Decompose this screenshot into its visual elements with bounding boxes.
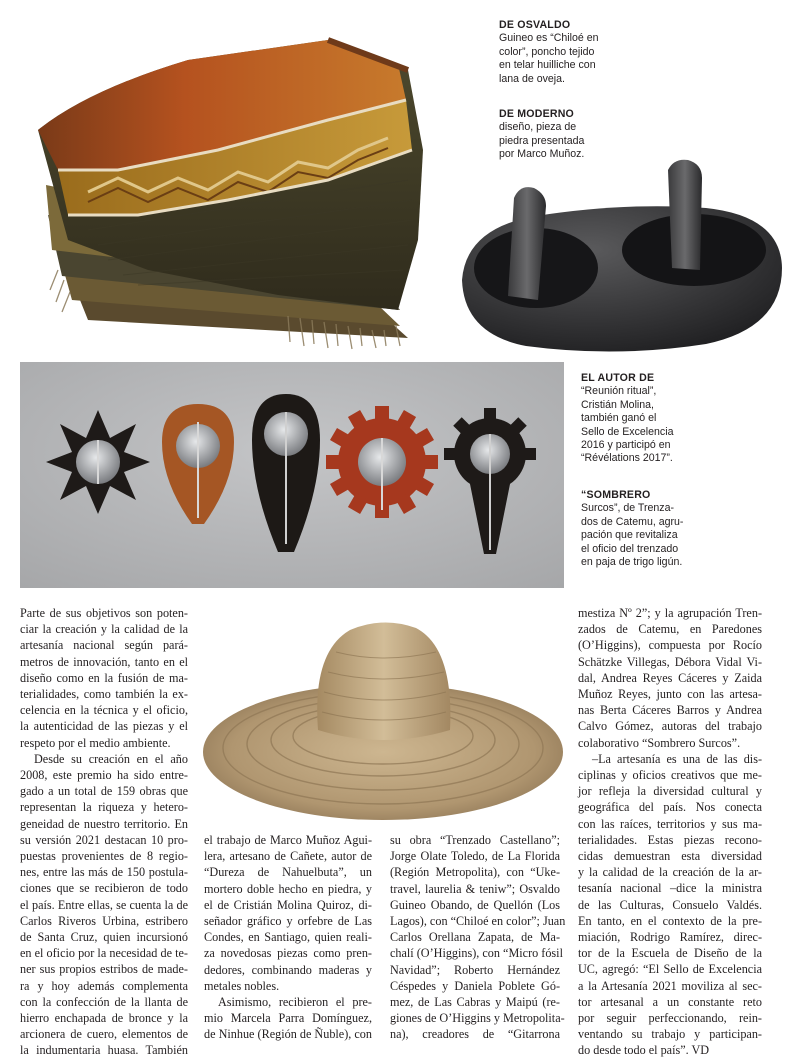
caption-line: Guineo es “Chiloé en <box>499 32 599 45</box>
text-line: terialidades, como también la ex- <box>20 687 188 702</box>
text-line: mez, de Las Cabras y Maipú (re- <box>390 995 560 1010</box>
text-line: con la confección de la llanta de <box>20 994 188 1009</box>
caption-line: en paja de trigo ligún. <box>581 556 683 569</box>
caption-autor <box>581 372 721 466</box>
text-line: UC, agregó: “El Sello de Excelencia <box>578 962 762 977</box>
text-line: na), creadores de “Gitarrona <box>390 1027 560 1042</box>
text-line: geneidad de nuestro territorio. En <box>20 816 188 831</box>
text-line: Schätzke Villegas, Débora Vidal Vi- <box>578 654 762 669</box>
text-line: dedores, combinando maderas y <box>204 962 372 977</box>
article-column-2 <box>204 832 372 1043</box>
text-line: el país. Entre ellas, se cuenta la de <box>20 897 188 912</box>
text-line: a la Artesanía 2021 moviliza al sec- <box>578 978 762 993</box>
text-line: Jorge Olate Toledo, de La Florida <box>390 849 560 864</box>
poncho-photo <box>28 20 468 350</box>
text-line: ventando su trabajo y participan- <box>578 1027 762 1042</box>
brooches-photo <box>20 362 564 588</box>
text-line: –La artesanía es una de las dis- <box>592 751 762 766</box>
caption-moderno-heading: DE MODERNO <box>499 108 574 120</box>
text-line: 2008, este premio ha sido entre- <box>20 768 188 783</box>
text-line: metros de innovación, tanto en el <box>20 654 188 669</box>
caption-line: en telar huilliche con <box>499 59 596 72</box>
text-line: de las Culturas, Consuelo Valdés. <box>578 897 762 912</box>
text-line: artesanía nacional según pará- <box>20 638 188 653</box>
caption-line: Sello de Excelencia <box>581 425 674 438</box>
caption-line: Surcos”, de Trenza- <box>581 502 675 515</box>
caption-line: piedra presentada <box>499 134 585 147</box>
text-line: “Dureza de Nahuelbuta”, un <box>204 865 372 880</box>
text-line: tesanía nacional –dice la ministra <box>578 881 762 896</box>
text-line: arcionera de cuero, elementos de <box>20 1027 188 1042</box>
caption-line: “Reunión ritual”, <box>581 385 657 398</box>
text-line: Muñoz Reyes, junto con las artesa- <box>578 687 762 702</box>
text-line: el trabajo de Marco Muñoz Agui- <box>204 833 372 847</box>
mortar-illustration <box>456 158 786 358</box>
text-line: colaborativo “Sombrero Surcos”. <box>578 735 741 750</box>
text-line: Condes, en Santiago, quien reali- <box>204 930 372 945</box>
article-column-4 <box>578 605 762 1059</box>
text-line: dal, Andrea Reyes Cáceres y Zaida <box>578 670 762 685</box>
caption-sombrero <box>581 489 721 569</box>
text-line: cidas demuestran esta diversidad <box>578 849 762 864</box>
text-line: ciones que se recibieron de todo <box>20 881 188 896</box>
text-line: su versión 2021 destacan 10 pro- <box>20 832 188 847</box>
text-line: do desde todo el país”. VD <box>578 1043 710 1058</box>
text-line: En tanto, en el contexto de la pre- <box>578 913 762 928</box>
caption-osvaldo-heading: DE OSVALDO <box>499 19 571 31</box>
text-line: diseño como en la fusión de ma- <box>20 670 188 685</box>
caption-line: dos de Catemu, agru- <box>581 515 684 528</box>
text-line: señador gráfico y orfebre de Las <box>204 914 372 929</box>
caption-osvaldo <box>499 19 619 86</box>
caption-line: por Marco Muñoz. <box>499 148 585 161</box>
text-line: geográfica del país. Nos conecta <box>578 800 762 815</box>
text-line: Guineo Obando, de Quellón (Los <box>390 897 560 912</box>
text-line: Asimismo, recibieron el pre- <box>218 995 372 1010</box>
brooches-illustration <box>20 362 564 588</box>
text-line: (O’Higgins), compuesta por Rocío <box>578 638 762 653</box>
text-line: tor artesanal a un constante reto <box>578 994 762 1009</box>
text-line: puestas provenientes de 8 regio- <box>20 849 188 864</box>
caption-line: color”, poncho tejido <box>499 45 595 58</box>
text-line: terialidades. Estas piezas recono- <box>578 832 762 847</box>
text-line: representan la riqueza y hetero- <box>20 800 188 815</box>
hat-illustration <box>200 612 566 830</box>
text-line: tor de la Escuela de Diseño de la <box>578 946 762 961</box>
caption-line: pación que revitaliza <box>581 529 678 542</box>
text-line: nas Berta Cáceres Barros y Andrea <box>578 703 762 718</box>
text-line: miación, Rodrigo Ramírez, direc- <box>578 930 762 945</box>
caption-line: Cristián Molina, <box>581 398 655 411</box>
text-line: metales nobles. <box>204 978 280 993</box>
caption-moderno <box>499 108 619 162</box>
text-line: y la calidad de la creación de la ar- <box>578 865 762 880</box>
caption-line: lana de oveja. <box>499 72 565 85</box>
mortar-photo <box>456 158 786 358</box>
text-line: mortero doble hecho en piedra, y <box>204 881 372 896</box>
text-line: ra y hoy además complementa <box>20 978 188 993</box>
text-line: travel, laurelia & teniw”; Osvaldo <box>390 881 560 896</box>
text-line: zados de Catemu, en Paredones <box>578 622 762 637</box>
text-line: Parte de sus objetivos son poten- <box>20 606 188 620</box>
text-line: Céspedes y Daniela Poblete Gó- <box>390 978 560 993</box>
text-line: Desde su creación en el año <box>34 751 188 766</box>
text-line: el de Cristián Molina Quiroz, di- <box>204 897 372 912</box>
text-line: chalí (O’Higgins), con “Micro fósil <box>390 946 563 961</box>
text-line: Lagos), con “Chiloé en color”; Juan <box>390 914 566 929</box>
text-line: ner sus propios estribos de made- <box>20 962 188 977</box>
text-line: ciar la creación y la calidad de la <box>20 622 188 637</box>
text-line: Carlos Orellana Zapata, de Ma- <box>390 930 560 945</box>
text-line: con las raíces, territorios y sus ma- <box>578 816 762 831</box>
hat-photo <box>200 612 566 830</box>
text-line: Carlos Riveros Urbina, estribero <box>20 913 188 928</box>
text-line: jor refleja la diversidad cultural y <box>578 784 762 799</box>
caption-line: diseño, pieza de <box>499 121 577 134</box>
text-line: su obra “Trenzado Castellano”; <box>390 833 560 847</box>
text-line: (Región Metropolita), con “Uke- <box>390 865 560 880</box>
text-line: mestiza Nº 2”; y la agrupación Tren- <box>578 606 762 620</box>
caption-line: el oficio del trenzado <box>581 542 679 555</box>
text-line: gado a un total de 159 obras que <box>20 784 188 799</box>
poncho-illustration <box>28 20 468 350</box>
caption-line: también ganó el <box>581 412 657 425</box>
text-line: nes, entre las más de 150 postula- <box>20 865 188 880</box>
text-line: respeto por el medio ambiente. <box>20 735 171 750</box>
text-line: giones de O’Higgins y Metropolita- <box>390 1011 565 1026</box>
text-line: lera, artesano de Cañete, autor de <box>204 849 372 864</box>
text-line: Calvo Gómez, autoras del trabajo <box>578 719 762 734</box>
text-line: za novedosas piezas como pren- <box>204 946 372 961</box>
caption-sombrero-heading: “SOMBRERO <box>581 489 651 501</box>
caption-autor-heading: EL AUTOR DE <box>581 372 655 384</box>
text-line: mio Marcela Parra Domínguez, <box>204 1011 372 1026</box>
article-column-3 <box>390 832 566 1043</box>
text-line: por seguir perfeccionando, rein- <box>578 1011 762 1026</box>
text-line: de Ninhue (Región de Ñuble), con <box>204 1027 372 1042</box>
caption-line: 2016 y participó en <box>581 439 671 452</box>
text-line: ciplinas y oficios creativos que me- <box>578 768 762 783</box>
text-line: la indumentaria huasa. También <box>20 1043 188 1058</box>
caption-line: “Révélations 2017”. <box>581 452 673 465</box>
article-column-1 <box>20 605 188 1059</box>
text-line: hierro enchapada de bronce y la <box>20 1011 188 1026</box>
text-line: Navidad”; Roberto Hernández <box>390 962 560 977</box>
text-line: de Santa Cruz, quien incursionó <box>20 930 188 945</box>
text-line: celencia en la técnica y el oficio, <box>20 703 188 718</box>
text-line: la autenticidad de las piezas y el <box>20 719 188 734</box>
text-line: en el oficio por la necesidad de te- <box>20 946 188 961</box>
